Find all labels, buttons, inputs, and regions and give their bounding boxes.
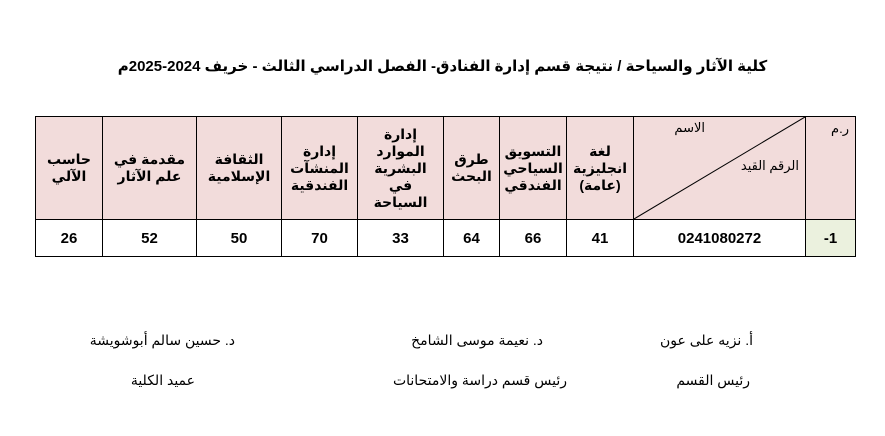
subject-header: مقدمة في علم الآثار xyxy=(103,117,197,220)
title-separator: / xyxy=(617,58,622,75)
grade-cell: 41 xyxy=(567,220,634,257)
header-row xyxy=(36,117,856,220)
subject-header: لغة انجليزية (عامة) xyxy=(567,117,634,220)
grade-cell: 50 xyxy=(197,220,282,257)
results-table xyxy=(35,116,856,257)
name-header: الاسم xyxy=(674,120,705,135)
subject-header: إدارة المنشآت الفندقية xyxy=(282,117,358,220)
exams-head-title: رئيس قسم دراسة والامتحانات xyxy=(392,372,567,388)
id-header: الرقم القيد xyxy=(740,158,799,173)
exams-head-name: د. نعيمة موسى الشامخ xyxy=(411,332,543,348)
grade-cell: 70 xyxy=(282,220,358,257)
title-result: نتيجة قسم إدارة الفنادق- الفصل الدراسي الثالث - خريف 2024-2025م xyxy=(117,58,614,75)
subject-header: التسويق السياحي الفندقي xyxy=(500,117,567,220)
grade-cell: 52 xyxy=(103,220,197,257)
subject-header: طرق البحث xyxy=(444,117,500,220)
name-id-header xyxy=(634,117,806,220)
rank-cell: 1- xyxy=(806,220,856,257)
page-title xyxy=(0,57,885,75)
grade-cell: 66 xyxy=(500,220,567,257)
subject-header: حاسب الآلي xyxy=(36,117,103,220)
dean-name: د. حسين سالم أبوشويشة xyxy=(89,332,235,348)
dean-title: عميد الكلية xyxy=(130,372,195,388)
grade-cell: 33 xyxy=(358,220,444,257)
rank-header: ر.م xyxy=(806,117,856,220)
grade-cell: 64 xyxy=(444,220,500,257)
subject-header: إدارة الموارد البشرية في السياحة xyxy=(358,117,444,220)
student-id-cell: 0241080272 xyxy=(634,220,806,257)
subject-header: الثقافة الإسلامية xyxy=(197,117,282,220)
head-title: رئيس القسم xyxy=(676,372,750,388)
grade-cell: 26 xyxy=(36,220,103,257)
title-college: كلية الآثار والسياحة xyxy=(625,58,768,75)
head-name: أ. نزيه على عون xyxy=(660,332,753,348)
table-row xyxy=(36,220,856,257)
